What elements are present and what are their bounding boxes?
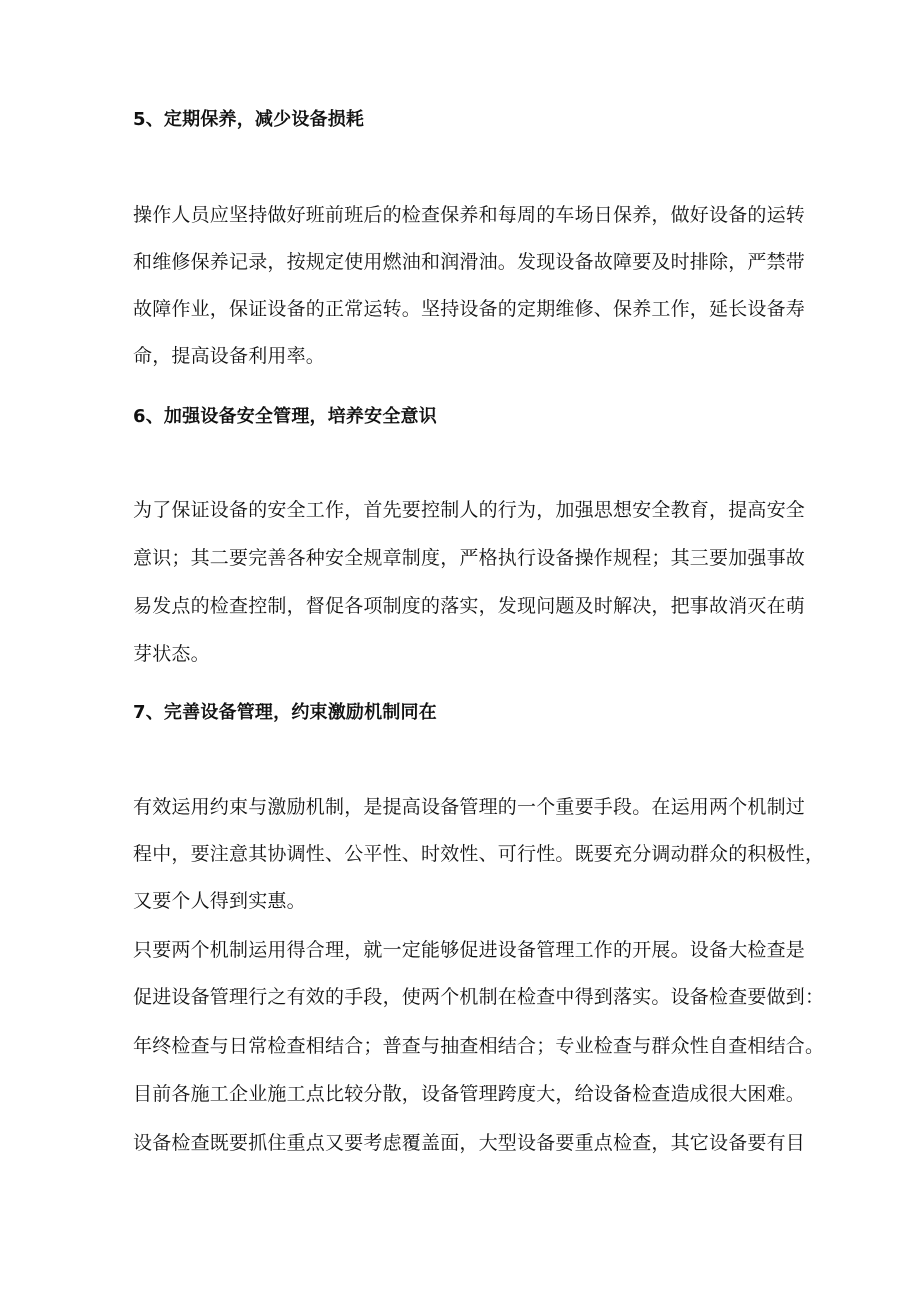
section-6-line-1: 为了保证设备的安全工作，首先要控制人的行为，加强思想安全教育，提高安全 <box>133 499 806 521</box>
section-7-line-4: 只要两个机制运用得合理，就一定能够促进设备管理工作的开展。设备大检查是 <box>133 939 806 961</box>
section-5-line-3: 故障作业，保证设备的正常运转。坚持设备的定期维修、保养工作，延长设备寿 <box>133 298 806 320</box>
section-7-line-3: 又要个人得到实惠。 <box>133 890 306 912</box>
section-7-line-1: 有效运用约束与激励机制，是提高设备管理的一个重要手段。在运用两个机制过 <box>133 796 806 818</box>
section-6-heading: 6、加强设备安全管理，培养安全意识 <box>133 406 437 427</box>
section-5-line-1: 操作人员应坚持做好班前班后的检查保养和每周的车场日保养，做好设备的运转 <box>133 204 806 226</box>
section-7-line-7: 目前各施工企业施工点比较分散，设备管理跨度大，给设备检查造成很大困难。 <box>133 1083 806 1105</box>
section-7-line-8: 设备检查既要抓住重点又要考虑覆盖面，大型设备要重点检查，其它设备要有目 <box>133 1132 806 1154</box>
section-6-line-4: 芽状态。 <box>133 643 210 665</box>
section-7-line-2: 程中，要注意其协调性、公平性、时效性、可行性。既要充分调动群众的积极性， <box>133 843 825 865</box>
section-7-line-6: 年终检查与日常检查相结合；普查与抽查相结合；专业检查与群众性自查相结合。 <box>133 1035 825 1057</box>
section-7-line-5: 促进设备管理行之有效的手段，使两个机制在检查中得到落实。设备检查要做到： <box>133 986 825 1008</box>
section-5-heading: 5、定期保养，减少设备损耗 <box>133 109 365 130</box>
section-7-heading: 7、完善设备管理，约束激励机制同在 <box>133 702 437 723</box>
section-5-line-4: 命，提高设备利用率。 <box>133 345 326 367</box>
section-6-line-3: 易发点的检查控制，督促各项制度的落实，发现问题及时解决，把事故消灭在萌 <box>133 595 806 617</box>
section-6-line-2: 意识；其二要完善各种安全规章制度，严格执行设备操作规程；其三要加强事故 <box>133 547 806 569</box>
section-5-line-2: 和维修保养记录，按规定使用燃油和润滑油。发现设备故障要及时排除，严禁带 <box>133 251 806 273</box>
